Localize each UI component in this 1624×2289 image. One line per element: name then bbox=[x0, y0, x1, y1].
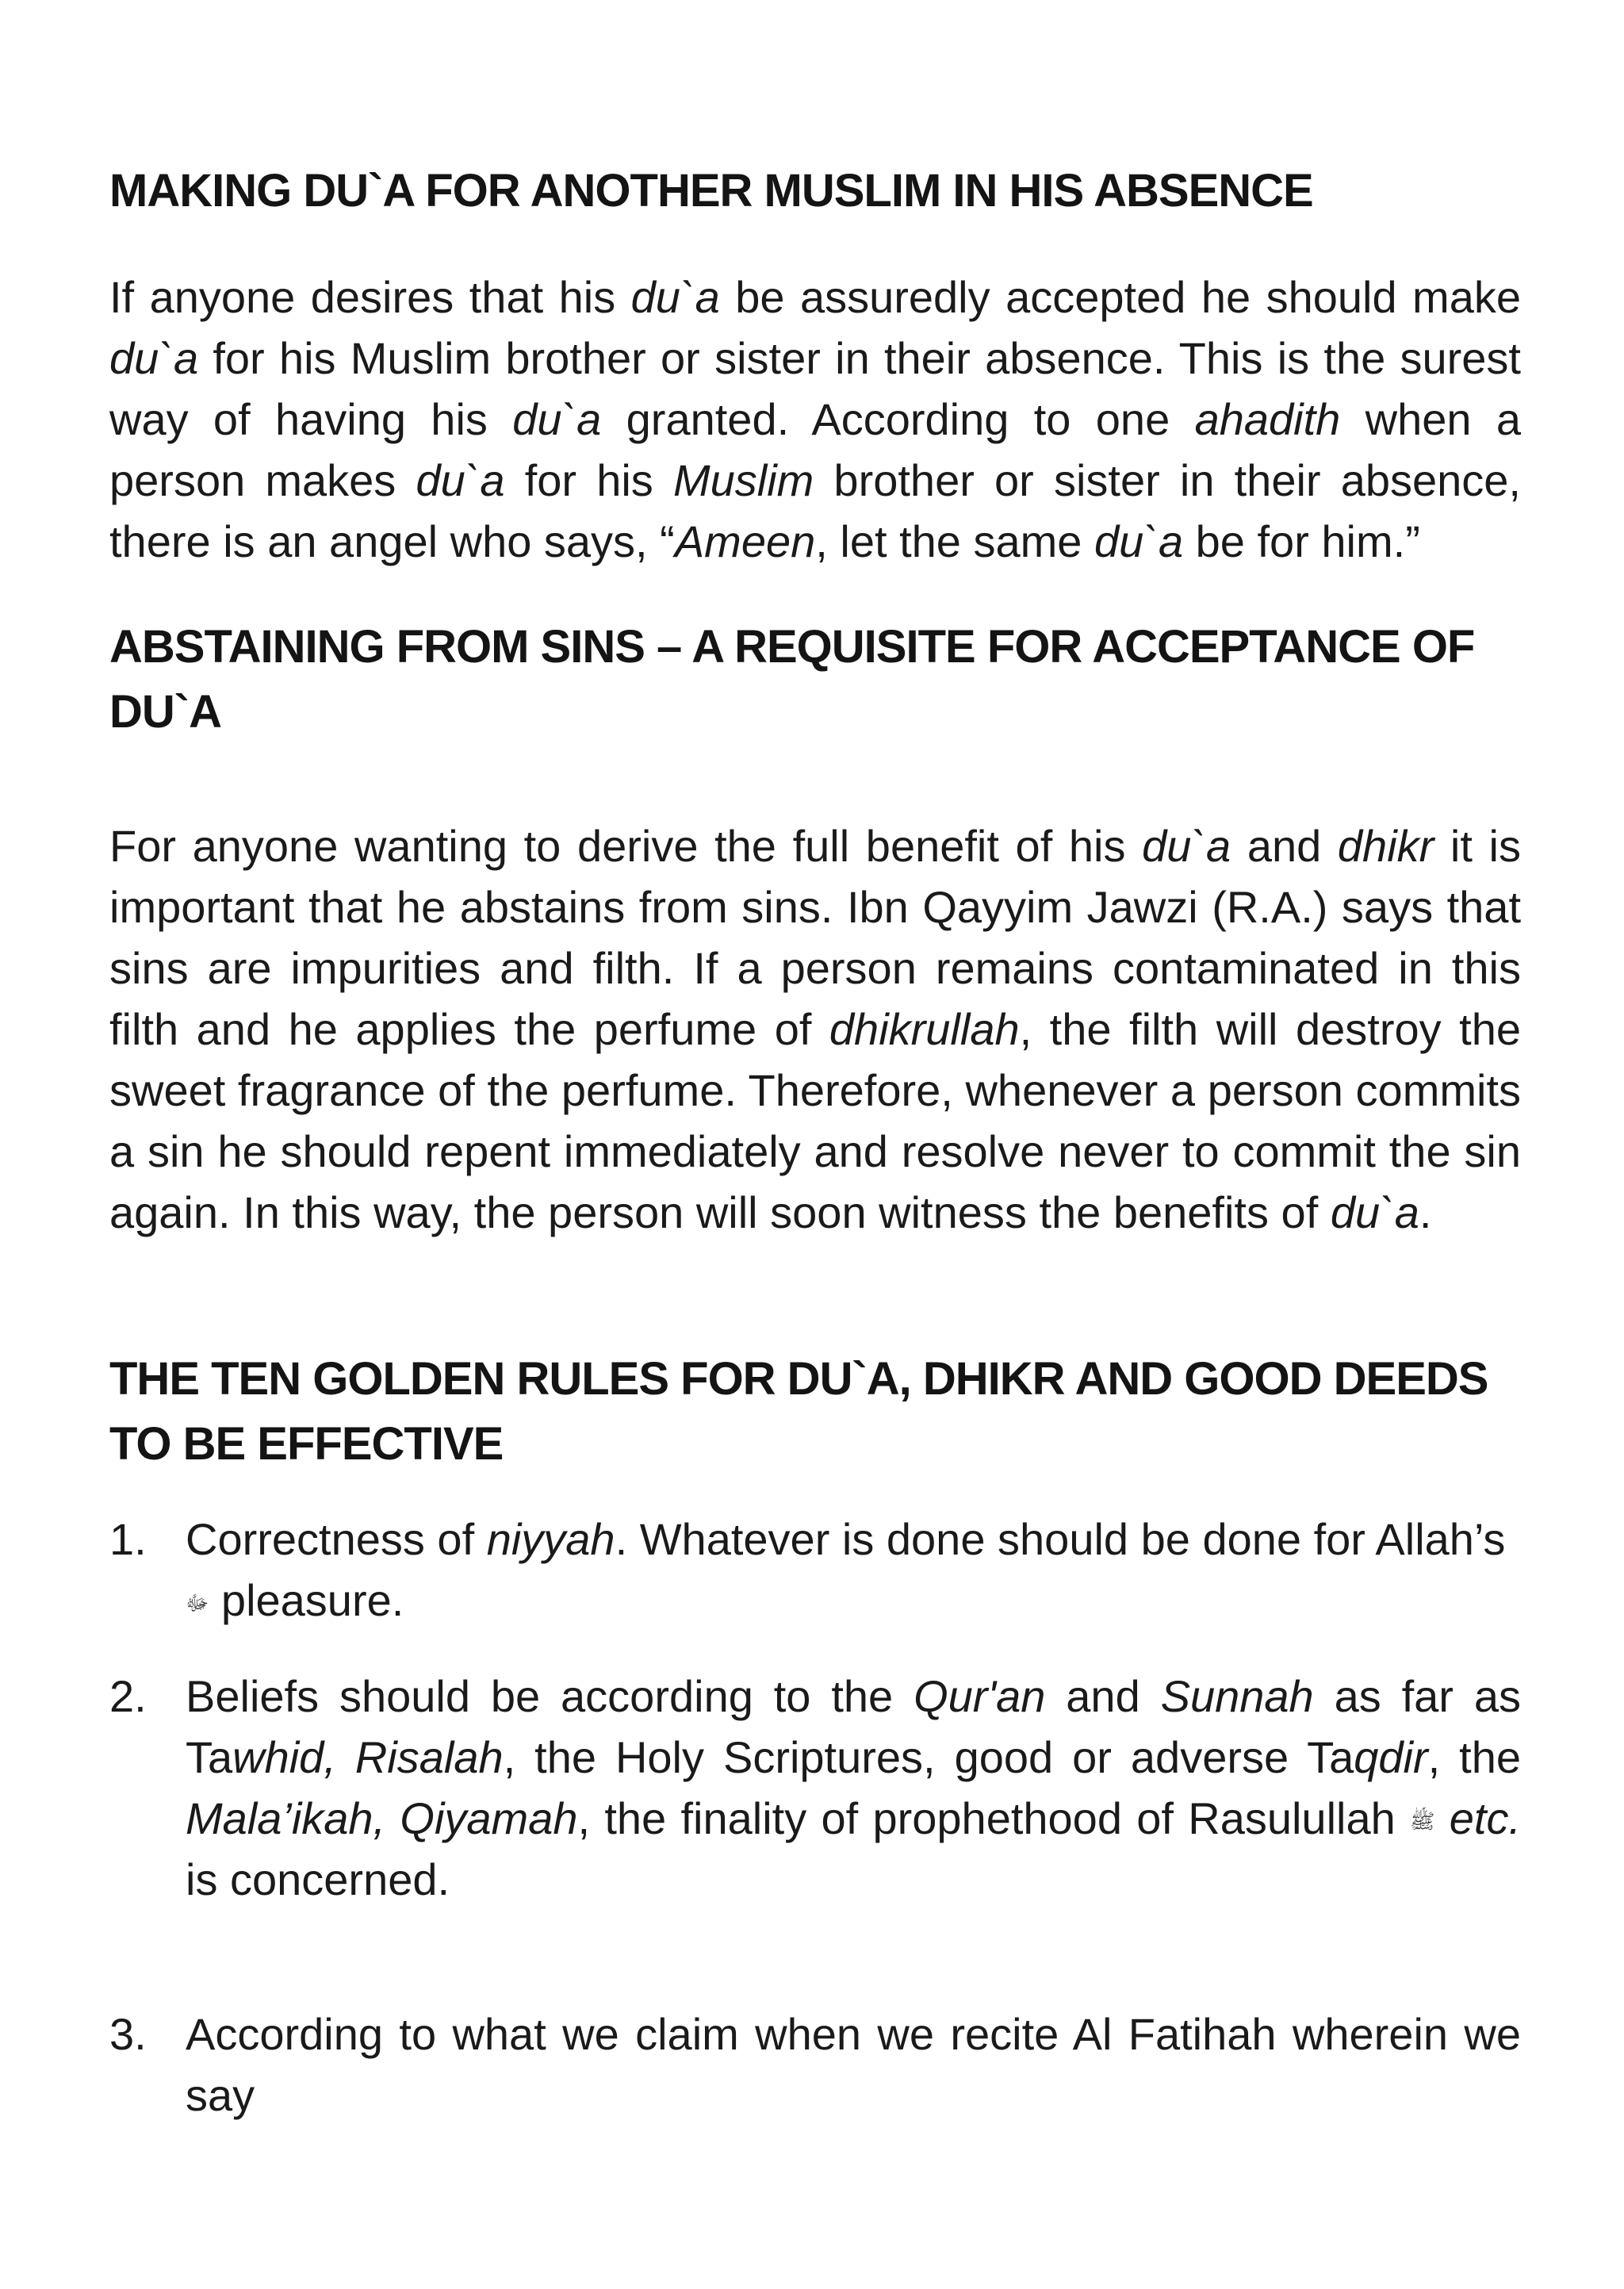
paragraph-dua-for-another-muslim bbox=[109, 266, 1521, 572]
text: If anyone desires that his bbox=[109, 272, 631, 322]
text: it is important that he abstains from sins. Ibn Qayyim Jawzi (R.A.) says that sins are impurities and filth. If a person remains contaminated in this filth and he applies the perfume of bbox=[109, 821, 1521, 1054]
italic-term: whid, Risalah bbox=[232, 1732, 504, 1782]
list-number: 2. bbox=[109, 1671, 147, 1721]
italic-term: Sunnah bbox=[1160, 1671, 1314, 1721]
italic-term: Muslim bbox=[672, 455, 814, 505]
text: For anyone wanting to derive the full benefit of his bbox=[109, 821, 1143, 871]
list-number: 1. bbox=[109, 1514, 147, 1564]
text bbox=[1434, 1793, 1449, 1843]
text: . bbox=[1419, 1187, 1432, 1237]
text: According to what we claim when we recite Al Fatihah wherein we say bbox=[186, 2009, 1521, 2120]
paragraph-abstaining-from-sins bbox=[109, 815, 1521, 1243]
honorific-glyph: ﷺ bbox=[1410, 1810, 1435, 1835]
text: , the bbox=[1427, 1732, 1522, 1782]
italic-term: dhikrullah bbox=[829, 1004, 1020, 1054]
text: and bbox=[1045, 1671, 1161, 1721]
italic-term: Ameen bbox=[674, 516, 816, 566]
italic-term: Mala’ikah, Qiyamah bbox=[186, 1793, 578, 1843]
text: for his Muslim brother or sister in their absence. This is the surest way of having his bbox=[109, 333, 1521, 444]
italic-term: du`a bbox=[109, 333, 199, 383]
golden-rules-list bbox=[109, 1509, 1521, 2126]
text: and bbox=[1231, 821, 1338, 871]
italic-term: du`a bbox=[1094, 516, 1184, 566]
text: , the filth will destroy the sweet fragrance of the perfume. Therefore, whenever a person commits a sin he should repent immediately and resolve never to commit the sin again. In this way, the person will soon witness the benefits of bbox=[109, 1004, 1521, 1237]
list-item bbox=[109, 1509, 1521, 1631]
text: pleasure. bbox=[209, 1575, 404, 1625]
italic-term: du`a bbox=[1330, 1187, 1419, 1237]
text: be assuredly accepted he should make bbox=[719, 272, 1521, 322]
italic-term: etc. bbox=[1449, 1793, 1522, 1843]
italic-term: du`a bbox=[512, 394, 602, 444]
list-number: 3. bbox=[109, 2009, 147, 2059]
text: , the finality of prophethood of Rasulullah bbox=[577, 1793, 1411, 1843]
italic-term: ahadith bbox=[1194, 394, 1341, 444]
text: for his bbox=[504, 455, 673, 505]
text: , the Holy Scriptures, good or adverse Ta bbox=[503, 1732, 1354, 1782]
italic-term: du`a bbox=[630, 272, 720, 322]
text: , let the same bbox=[815, 516, 1094, 566]
heading-dua-for-another-muslim: MAKING DU`A FOR ANOTHER MUSLIM IN HIS ABSENCE bbox=[109, 165, 1313, 217]
heading-abstaining-from-sins: ABSTAINING FROM SINS – A REQUISITE FOR ACCEPTANCE OF DU`A bbox=[109, 621, 1475, 738]
text: when a person makes bbox=[109, 394, 1521, 505]
text: is concerned. bbox=[186, 1854, 450, 1904]
italic-term: du`a bbox=[416, 455, 505, 505]
text: . Whatever is done should be done for Allah’s bbox=[615, 1514, 1506, 1564]
text: as far as Ta bbox=[186, 1671, 1521, 1782]
text: granted. According to one bbox=[601, 394, 1195, 444]
text: Correctness of bbox=[186, 1514, 487, 1564]
italic-term: niyyah bbox=[486, 1514, 615, 1564]
text: be for him.” bbox=[1183, 516, 1420, 566]
italic-term: Qur'an bbox=[914, 1671, 1046, 1721]
heading-ten-golden-rules: THE TEN GOLDEN RULES FOR DU`A, DHIKR AND GOOD DEEDS TO BE EFFECTIVE bbox=[109, 1353, 1488, 1470]
list-item bbox=[109, 2003, 1521, 2126]
honorific-glyph: ﷻ bbox=[186, 1592, 209, 1616]
italic-term: du`a bbox=[1142, 821, 1231, 871]
text: brother or sister in their absence, there is an angel who says, “ bbox=[109, 455, 1521, 566]
list-item bbox=[109, 1666, 1521, 1910]
italic-term: qdir bbox=[1354, 1732, 1428, 1782]
italic-term: dhikr bbox=[1337, 821, 1434, 871]
text: Beliefs should be according to the bbox=[186, 1671, 914, 1721]
